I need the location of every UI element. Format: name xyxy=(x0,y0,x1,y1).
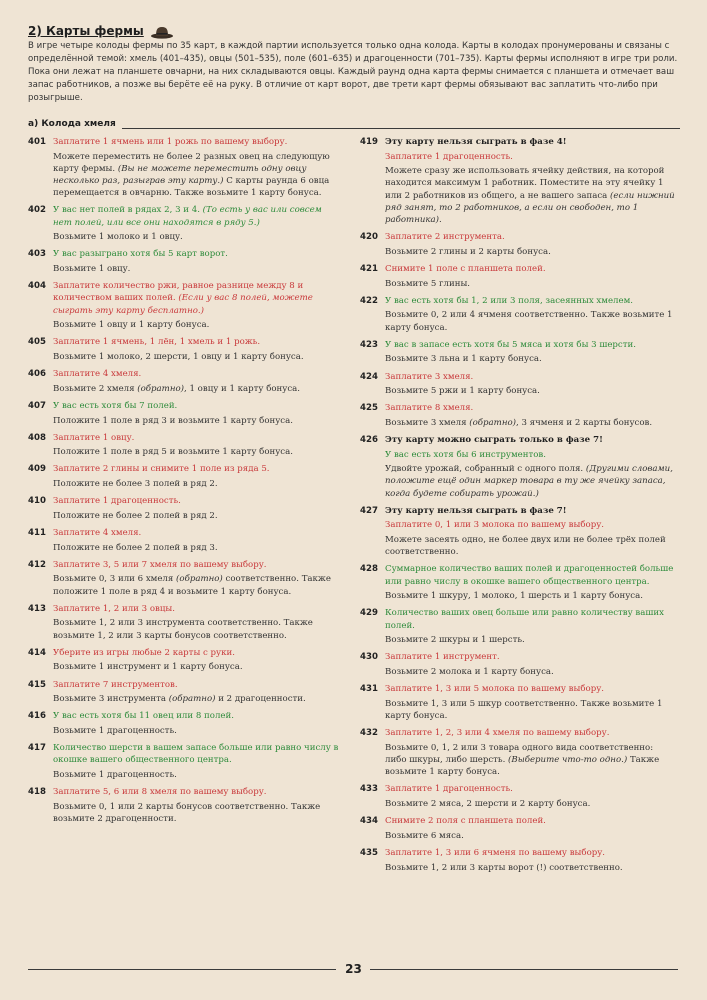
card-effect xyxy=(53,542,343,554)
card-text: Возьмите 1, 2 или 3 инструмента соответственно. Также возьмите 1, 2 или 3 карты бонусов соответственно. xyxy=(53,618,313,641)
card-body xyxy=(53,280,343,334)
card-entry xyxy=(360,683,675,724)
card-body xyxy=(53,742,343,783)
card-text: Можете засеять одно, не более двух или не более трёх полей соответственно. xyxy=(385,535,666,558)
card-text: У вас разыграно хотя бы 5 карт ворот. xyxy=(53,249,228,260)
card-text: Возьмите 1 овцу и 1 карту бонуса. xyxy=(53,320,210,331)
card-effect xyxy=(53,263,343,275)
card-number: 433 xyxy=(360,784,378,795)
card-number: 435 xyxy=(360,847,378,858)
card-text: Заплатите 2 инструмента. xyxy=(385,232,505,243)
card-body xyxy=(53,432,343,461)
card-entry xyxy=(28,136,343,202)
card-text: Заплатите 3, 5 или 7 хмеля по вашему выбору. xyxy=(53,559,267,570)
card-note: (если нижний ряд занят, то 2 работников, а если он свободен, то 1 работника). xyxy=(385,190,675,225)
card-text: , 3 ячменя и 2 карты бонусов. xyxy=(516,417,653,428)
card-text: Заплатите 1 овцу. xyxy=(53,432,135,443)
card-body xyxy=(53,248,343,277)
card-cost xyxy=(385,683,675,695)
card-text: Возьмите 1 молоко, 2 шерсти, 1 овцу и 1 карту бонуса. xyxy=(53,351,304,362)
card-cost xyxy=(53,432,343,444)
card-text: Возьмите 0, 2 или 4 ячменя соответственно. Также возьмите 1 карту бонуса. xyxy=(385,310,673,333)
card-number: 403 xyxy=(28,249,46,260)
card-effect xyxy=(53,415,343,427)
card-entry xyxy=(360,847,675,876)
card-condition xyxy=(53,710,343,722)
card-entry xyxy=(360,607,675,648)
card-text: Снимите 1 поле с планшета полей. xyxy=(385,263,546,274)
card-body xyxy=(385,783,675,812)
card-body xyxy=(385,402,675,431)
card-text: Количество шерсти в вашем запасе больше или равно числу в окошке вашего общественного центра. xyxy=(53,743,339,766)
card-cost xyxy=(385,263,675,275)
card-entry xyxy=(28,603,343,644)
card-entry xyxy=(28,463,343,492)
card-text: Возьмите 6 мяса. xyxy=(385,830,464,841)
card-entry xyxy=(28,368,343,397)
card-effect xyxy=(385,666,675,678)
card-note: (обратно) xyxy=(469,417,517,428)
card-text: Заплатите 4 хмеля. xyxy=(53,369,142,380)
card-entry xyxy=(28,495,343,524)
card-effect xyxy=(53,446,343,458)
card-text: Возьмите 0, 1 или 2 карты бонусов соответственно. Также возьмите 2 драгоценности. xyxy=(53,801,321,824)
card-body xyxy=(385,727,675,781)
card-number: 431 xyxy=(360,684,378,695)
card-number: 418 xyxy=(28,787,46,798)
card-cost xyxy=(385,519,675,531)
card-body xyxy=(385,815,675,844)
card-effect xyxy=(53,478,343,490)
card-effect xyxy=(385,742,675,779)
card-cost xyxy=(53,495,343,507)
card-number: 427 xyxy=(360,505,378,516)
hat-icon xyxy=(150,24,174,38)
card-effect xyxy=(53,510,343,522)
card-number: 411 xyxy=(28,528,46,539)
card-effect xyxy=(385,463,675,500)
card-text: Положите не более 2 полей в ряд 3. xyxy=(53,542,218,553)
card-text: Возьмите 0, 1, 2 или 3 товара одного вида соответственно: либо шкуры, либо шерсть. xyxy=(385,742,654,765)
card-cost xyxy=(385,783,675,795)
card-text: Заплатите 1, 3 или 5 молока по вашему выбору. xyxy=(385,684,604,695)
card-condition xyxy=(53,204,343,228)
card-note: (Вы не можете переместить одну овцу несколько раз, разыграв эту карту.) xyxy=(53,163,307,186)
card-condition xyxy=(53,400,343,412)
card-entry xyxy=(28,527,343,556)
card-effect xyxy=(385,353,675,365)
card-body xyxy=(385,231,675,260)
card-cost xyxy=(385,815,675,827)
card-cost xyxy=(385,371,675,383)
card-text: Положите не более 2 полей в ряд 2. xyxy=(53,510,218,521)
card-entry xyxy=(28,742,343,783)
card-body xyxy=(385,295,675,336)
card-entry xyxy=(28,432,343,461)
card-text: Возьмите 2 мяса, 2 шерсти и 2 карту бонуса. xyxy=(385,798,591,809)
card-body xyxy=(53,463,343,492)
card-condition xyxy=(385,607,675,631)
cards-column-right xyxy=(360,136,675,879)
card-text: Заплатите 1, 3 или 6 ячменя по вашему выбору. xyxy=(385,847,606,858)
card-number: 407 xyxy=(28,400,46,411)
card-effect xyxy=(53,573,343,597)
card-text: Эту карту нельзя сыграть в фазе 7! xyxy=(385,505,567,516)
card-effect xyxy=(385,385,675,397)
card-text: Возьмите 1, 2 или 3 карты ворот (!) соответственно. xyxy=(385,862,623,873)
card-entry xyxy=(360,434,675,502)
card-effect xyxy=(385,698,675,722)
card-cost xyxy=(385,231,675,243)
card-entry xyxy=(28,786,343,827)
card-entry xyxy=(360,295,675,336)
card-text: Возьмите 1 драгоценность. xyxy=(53,769,177,780)
card-body xyxy=(53,647,343,676)
card-text: Возьмите 2 глины и 2 карты бонуса. xyxy=(385,246,551,257)
card-entry xyxy=(360,783,675,812)
card-body xyxy=(385,607,675,648)
card-cost xyxy=(53,368,343,380)
card-number: 434 xyxy=(360,816,378,827)
card-text: Заплатите 1 инструмент. xyxy=(385,652,500,663)
card-text: Возьмите 2 шкуры и 1 шерсть. xyxy=(385,635,525,646)
card-phase-restriction xyxy=(385,136,675,148)
card-entry xyxy=(360,402,675,431)
card-text: Возьмите 1 драгоценность. xyxy=(53,725,177,736)
card-number: 408 xyxy=(28,432,46,443)
card-text: Также возьмите 1 карту бонуса. xyxy=(385,754,660,778)
card-text: Возьмите 3 хмеля xyxy=(385,417,470,428)
card-entry xyxy=(360,231,675,260)
card-text: и 2 драгоценности. xyxy=(215,694,306,705)
card-entry xyxy=(360,339,675,368)
card-number: 406 xyxy=(28,369,46,380)
card-entry xyxy=(28,559,343,600)
card-text: Заплатите 3 хмеля. xyxy=(385,371,474,382)
card-entry xyxy=(360,727,675,781)
card-note: (Другими словами, положите ещё один маркер товара в ту же ячейку запаса, когда будете собирать урожай.) xyxy=(385,464,673,499)
card-body xyxy=(53,495,343,524)
card-effect xyxy=(53,617,343,641)
card-number: 428 xyxy=(360,564,378,575)
card-body xyxy=(385,371,675,400)
card-number: 401 xyxy=(28,137,46,147)
card-effect xyxy=(53,319,343,331)
card-text: Заплатите 7 инструментов. xyxy=(53,679,178,690)
intro-text xyxy=(28,40,680,105)
card-text: У вас есть хотя бы 7 полей. xyxy=(53,400,178,411)
card-number: 404 xyxy=(28,281,46,292)
card-text: Заплатите 2 глины и снимите 1 поле из ряда 5. xyxy=(53,464,270,475)
card-text: Заплатите 1, 2, 3 или 4 хмеля по вашему выбору. xyxy=(385,728,610,739)
card-number: 429 xyxy=(360,608,378,619)
intro-paragraph: В игре четыре колоды фермы по 35 карт, в каждой партии используется только одна колода. Карты в колодах пронумерованы и связаны с определённой темой: хмель (401–435), овцы (501–535), поле (601–635) и драгоценности (701–735). Карты фермы исполняют в игре три роли. Пока они лежат на планшете овчарни, на них складываются овцы. Каждый раунд одна карта фермы снимается с планшета и отмечает ваш запас работников, а позже вы берёте её на руку. В отличие от карт ворот, две трети карт фермы обязывают вас заплатить что-либо при розыгрыше. xyxy=(28,41,678,104)
card-text: Положите не более 3 полей в ряд 2. xyxy=(53,479,218,490)
card-condition xyxy=(385,295,675,307)
card-cost xyxy=(53,527,343,539)
card-number: 426 xyxy=(360,435,378,446)
page-number: 23 xyxy=(345,962,362,976)
card-condition xyxy=(385,449,675,461)
card-text: Возьмите 1 овцу. xyxy=(53,263,131,274)
card-text: Уберите из игры любые 2 карты с руки. xyxy=(53,647,235,658)
section-divider xyxy=(28,128,680,129)
card-cost xyxy=(385,847,675,859)
card-body xyxy=(53,336,343,365)
card-number: 412 xyxy=(28,559,46,570)
card-effect xyxy=(53,769,343,781)
card-cost xyxy=(385,651,675,663)
card-entry xyxy=(360,263,675,292)
card-body xyxy=(53,786,343,827)
card-text: С карты раунда 6 овца перемещается в овчарню. Также возьмите 1 карту бонуса. xyxy=(53,176,330,199)
card-cost xyxy=(53,603,343,615)
card-number: 430 xyxy=(360,652,378,663)
card-number: 410 xyxy=(28,496,46,507)
card-text: Возьмите 5 глины. xyxy=(385,278,471,289)
card-effect xyxy=(53,151,343,200)
card-cost xyxy=(53,647,343,659)
card-text: У вас нет полей в рядах 2, 3 и 4. xyxy=(53,205,203,216)
card-cost xyxy=(385,727,675,739)
card-number: 416 xyxy=(28,711,46,722)
card-body xyxy=(53,710,343,739)
card-text: Удвойте урожай, собранный с одного поля. xyxy=(385,464,586,475)
card-text: Положите 1 поле в ряд 5 и возьмите 1 карту бонуса. xyxy=(53,447,293,458)
card-text: Можете сразу же использовать ячейку действия, на которой находится максимум 1 работник. Поместите на эту ячейку 1 или 2 работников из общего, а не вашего запаса xyxy=(385,166,665,201)
card-effect xyxy=(385,278,675,290)
card-entry xyxy=(360,563,675,604)
card-body xyxy=(53,679,343,708)
card-text: Возьмите 0, 3 или 6 хмеля xyxy=(53,574,177,585)
card-entry xyxy=(28,336,343,365)
card-text: Возьмите 1 молоко и 1 овцу. xyxy=(53,232,183,243)
card-text: Возьмите 2 молока и 1 карту бонуса. xyxy=(385,667,554,677)
card-entry xyxy=(28,204,343,245)
card-number: 424 xyxy=(360,371,378,382)
card-text: , 1 овцу и 1 карту бонуса. xyxy=(184,383,301,394)
card-text: Снимите 2 поля с планшета полей. xyxy=(385,816,546,827)
card-text: Заплатите 1 драгоценность. xyxy=(53,496,181,507)
card-body xyxy=(53,136,343,202)
card-number: 420 xyxy=(360,232,378,243)
card-body xyxy=(385,339,675,368)
card-body xyxy=(385,136,675,229)
card-text: Заплатите 1 драгоценность. xyxy=(385,151,513,162)
card-phase-restriction xyxy=(385,505,675,517)
card-note: (То есть у вас или совсем нет полей, или все они находятся в ряду 5.) xyxy=(53,205,322,228)
card-effect xyxy=(385,165,675,226)
card-condition xyxy=(53,742,343,766)
card-cost xyxy=(53,679,343,691)
card-body xyxy=(53,204,343,245)
card-text: Заплатите 1, 2 или 3 овцы. xyxy=(53,603,175,614)
card-body xyxy=(385,651,675,680)
card-effect xyxy=(53,661,343,673)
card-number: 417 xyxy=(28,743,46,754)
card-body xyxy=(385,563,675,604)
card-number: 414 xyxy=(28,647,46,658)
card-number: 422 xyxy=(360,295,378,306)
card-text: Возьмите 1 шкуру, 1 молоко, 1 шерсть и 1 карту бонуса. xyxy=(385,591,643,602)
card-text: Возьмите 1 инструмент и 1 карту бонуса. xyxy=(53,662,243,673)
card-body xyxy=(53,559,343,600)
card-body xyxy=(385,434,675,502)
card-entry xyxy=(28,647,343,676)
card-effect xyxy=(385,634,675,646)
card-effect xyxy=(53,351,343,363)
card-effect xyxy=(385,862,675,874)
card-number: 415 xyxy=(28,679,46,690)
card-text: Заплатите 5, 6 или 8 хмеля по вашему выбору. xyxy=(53,787,267,798)
card-effect xyxy=(385,830,675,842)
card-condition xyxy=(53,248,343,260)
card-number: 425 xyxy=(360,403,378,414)
card-body xyxy=(385,683,675,724)
card-entry xyxy=(28,280,343,334)
section-title-row xyxy=(28,24,174,38)
card-number: 423 xyxy=(360,339,378,350)
card-condition xyxy=(385,339,675,351)
card-number: 405 xyxy=(28,337,46,348)
card-effect xyxy=(53,725,343,737)
card-entry xyxy=(28,248,343,277)
card-text: У вас в запасе есть хотя бы 5 мяса и хотя бы 3 шерсти. xyxy=(385,339,636,350)
card-entry xyxy=(360,505,675,561)
card-entry xyxy=(28,710,343,739)
card-number: 421 xyxy=(360,263,378,274)
card-cost xyxy=(53,136,343,148)
card-text: Эту карту нельзя сыграть в фазе 4! xyxy=(385,137,567,147)
card-text: Заплатите 8 хмеля. xyxy=(385,403,474,414)
card-phase-restriction xyxy=(385,434,675,446)
card-text: У вас есть хотя бы 6 инструментов. xyxy=(385,449,546,460)
card-body xyxy=(53,603,343,644)
card-effect xyxy=(385,590,675,602)
card-effect xyxy=(385,534,675,558)
card-text: соответственно. Также положите 1 поле в ряд 4 и возьмите 1 карту бонуса. xyxy=(53,574,331,597)
card-number: 419 xyxy=(360,137,378,147)
card-body xyxy=(385,505,675,561)
card-cost xyxy=(53,463,343,475)
card-body xyxy=(53,400,343,429)
card-text: Заплатите количество ржи, равное разнице между 8 и количеством ваших полей. xyxy=(53,281,304,304)
card-text: Заплатите 1 ячмень или 1 рожь по вашему выбору. xyxy=(53,137,288,147)
card-note: (обратно) xyxy=(168,694,216,705)
card-entry xyxy=(28,400,343,429)
card-body xyxy=(385,847,675,876)
card-body xyxy=(385,263,675,292)
card-text: Заплатите 1 ячмень, 1 лён, 1 хмель и 1 рожь. xyxy=(53,337,261,348)
card-text: Заплатите 1 драгоценность. xyxy=(385,784,513,795)
card-number: 413 xyxy=(28,603,46,614)
card-entry xyxy=(360,136,675,229)
card-text: Заплатите 4 хмеля. xyxy=(53,528,142,539)
card-effect xyxy=(385,417,675,429)
card-text: Возьмите 5 ржи и 1 карту бонуса. xyxy=(385,386,540,397)
card-cost xyxy=(385,402,675,414)
section-title: 2) Карты фермы xyxy=(28,24,144,38)
card-effect xyxy=(53,693,343,705)
card-note: (Выберите что-то одно.) xyxy=(508,754,628,765)
card-cost xyxy=(385,151,675,163)
cards-column-left xyxy=(28,136,343,830)
card-number: 432 xyxy=(360,728,378,739)
card-text: Заплатите 0, 1 или 3 молока по вашему выбору. xyxy=(385,520,604,531)
card-effect xyxy=(53,383,343,395)
card-cost xyxy=(53,786,343,798)
card-entry xyxy=(360,815,675,844)
card-effect xyxy=(385,246,675,258)
card-text: Можете переместить не более 2 разных овец на следующую карту фермы. xyxy=(53,151,330,174)
card-condition xyxy=(385,563,675,587)
card-cost xyxy=(53,280,343,317)
card-text: Положите 1 поле в ряд 3 и возьмите 1 карту бонуса. xyxy=(53,415,293,426)
card-note: (Если у вас 8 полей, можете сыграть эту карту бесплатно.) xyxy=(53,293,313,316)
card-number: 402 xyxy=(28,205,46,216)
card-effect xyxy=(53,231,343,243)
card-note: (обратно) xyxy=(137,383,185,394)
card-text: Возьмите 2 хмеля xyxy=(53,383,138,394)
card-text: Возьмите 3 инструмента xyxy=(53,694,169,705)
card-number: 409 xyxy=(28,464,46,475)
card-text: Возьмите 3 льна и 1 карту бонуса. xyxy=(385,354,542,365)
card-entry xyxy=(360,371,675,400)
card-note: (обратно) xyxy=(176,574,223,585)
card-text: Суммарное количество ваших полей и драгоценностей больше или равно числу в окошке вашего общественного центра. xyxy=(385,564,674,587)
card-cost xyxy=(53,336,343,348)
card-effect xyxy=(53,801,343,825)
card-cost xyxy=(53,559,343,571)
card-entry xyxy=(360,651,675,680)
card-text: У вас есть хотя бы 1, 2 или 3 поля, засеянных хмелем. xyxy=(385,295,633,306)
section-heading: а) Колода хмеля xyxy=(28,119,122,129)
card-text: Возьмите 1, 3 или 5 шкур соответственно. Также возьмите 1 карту бонуса. xyxy=(385,698,663,721)
card-text: У вас есть хотя бы 11 овец или 8 полей. xyxy=(53,711,234,722)
card-body xyxy=(53,368,343,397)
card-body xyxy=(53,527,343,556)
card-text: Эту карту можно сыграть только в фазе 7! xyxy=(385,435,603,446)
card-text: Количество ваших овец больше или равно количеству ваших полей. xyxy=(385,608,664,631)
card-effect xyxy=(385,798,675,810)
card-effect xyxy=(385,309,675,333)
card-entry xyxy=(28,679,343,708)
